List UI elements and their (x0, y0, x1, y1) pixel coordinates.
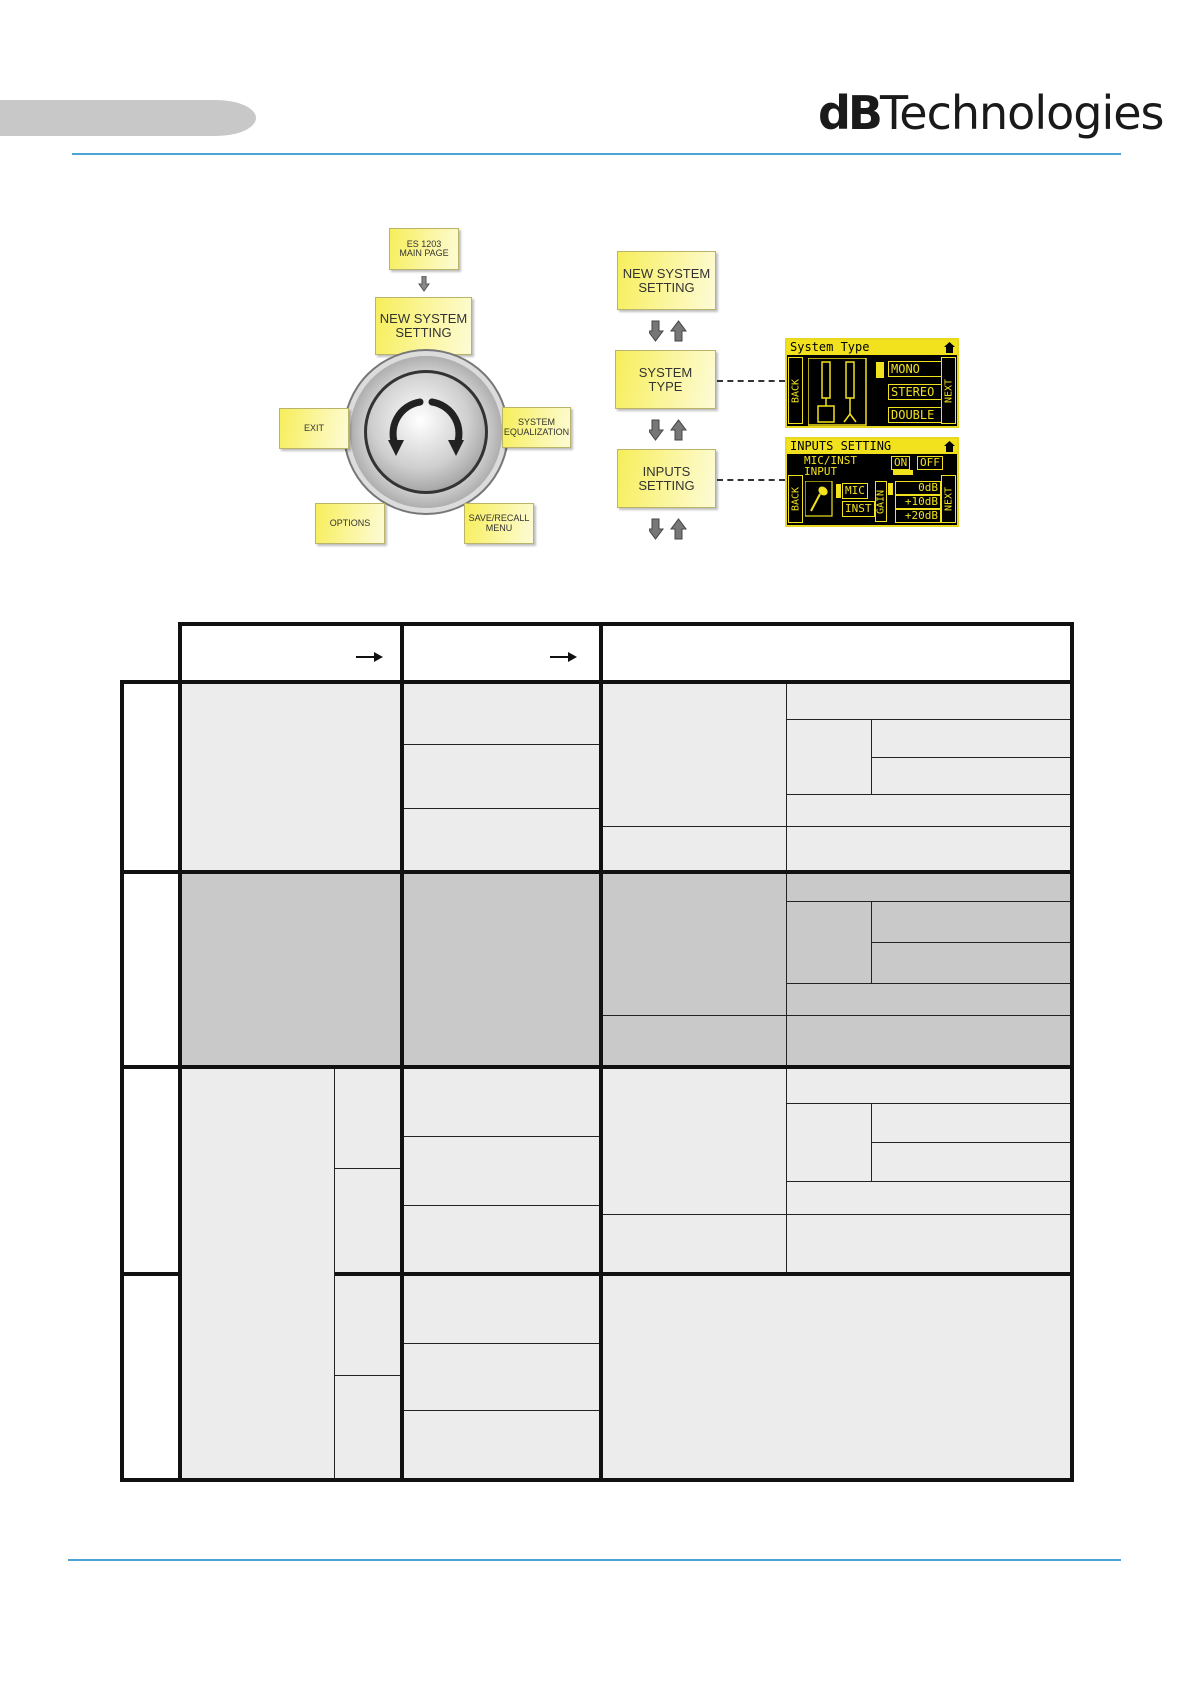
header-rule (72, 153, 1121, 155)
mic-option[interactable]: MIC (842, 483, 868, 499)
option-stereo[interactable]: STEREO (888, 384, 942, 400)
exit-box: EXIT (279, 408, 349, 449)
inst-option[interactable]: INST (842, 501, 875, 517)
rotary-knob[interactable] (350, 356, 502, 508)
flow-system-type-box: SYSTEM TYPE (615, 350, 716, 409)
input-label: INPUT (804, 465, 838, 478)
rotate-arrows-icon (376, 382, 476, 482)
mic-inst-label: MIC/INST (804, 454, 857, 467)
gain-20db-option[interactable]: +20dB (895, 509, 941, 523)
down-up-arrows-icon (649, 518, 689, 540)
back-label[interactable]: BACK (788, 357, 803, 424)
on-indicator-bar (893, 470, 913, 475)
lcd-inputs-setting (785, 437, 959, 527)
off-option[interactable]: OFF (917, 456, 943, 470)
right-arrow-icon (550, 651, 578, 663)
highlighted-row-band (181, 873, 1070, 1069)
on-option[interactable]: ON (891, 456, 910, 470)
footer-rule (68, 1559, 1121, 1561)
option-mono[interactable]: MONO (888, 361, 942, 377)
next-label[interactable]: NEXT (941, 357, 956, 424)
down-up-arrows-icon (649, 419, 689, 441)
options-box: OPTIONS (315, 503, 385, 544)
down-arrow-icon (418, 276, 430, 292)
main-page-box: ES 1203 MAIN PAGE (389, 228, 459, 270)
lcd-title: INPUTS SETTING (787, 439, 957, 454)
right-arrow-icon (356, 651, 384, 663)
option-double[interactable]: DOUBLE (888, 407, 942, 423)
home-icon (944, 441, 955, 452)
save-recall-box: SAVE/RECALL MENU (464, 503, 534, 544)
flow-new-system-setting-box: NEW SYSTEM SETTING (617, 251, 716, 310)
brand-logo: dBTechnologies (818, 86, 1164, 140)
connector-dash (717, 380, 785, 382)
system-equalization-box: SYSTEM EQUALIZATION (502, 407, 571, 448)
selection-indicator (876, 362, 884, 378)
microphone-icon (805, 481, 833, 517)
down-up-arrows-icon (649, 320, 689, 342)
mic-selection-indicator (836, 484, 841, 498)
header-tab-shape (0, 100, 256, 136)
new-system-setting-box: NEW SYSTEM SETTING (375, 297, 472, 355)
speaker-stack-icon (808, 358, 868, 426)
home-icon (944, 342, 955, 353)
lcd-system-type (785, 338, 959, 428)
gain-0db-option[interactable]: 0dB (895, 481, 941, 495)
back-label[interactable]: BACK (788, 475, 803, 523)
flow-inputs-setting-box: INPUTS SETTING (617, 449, 716, 508)
gain-selection-indicator (888, 483, 893, 495)
gain-10db-option[interactable]: +10dB (895, 495, 941, 509)
gain-label: GAIN (875, 481, 887, 522)
next-label[interactable]: NEXT (941, 475, 956, 523)
connector-dash (717, 479, 785, 481)
lcd-title: System Type (787, 340, 957, 355)
